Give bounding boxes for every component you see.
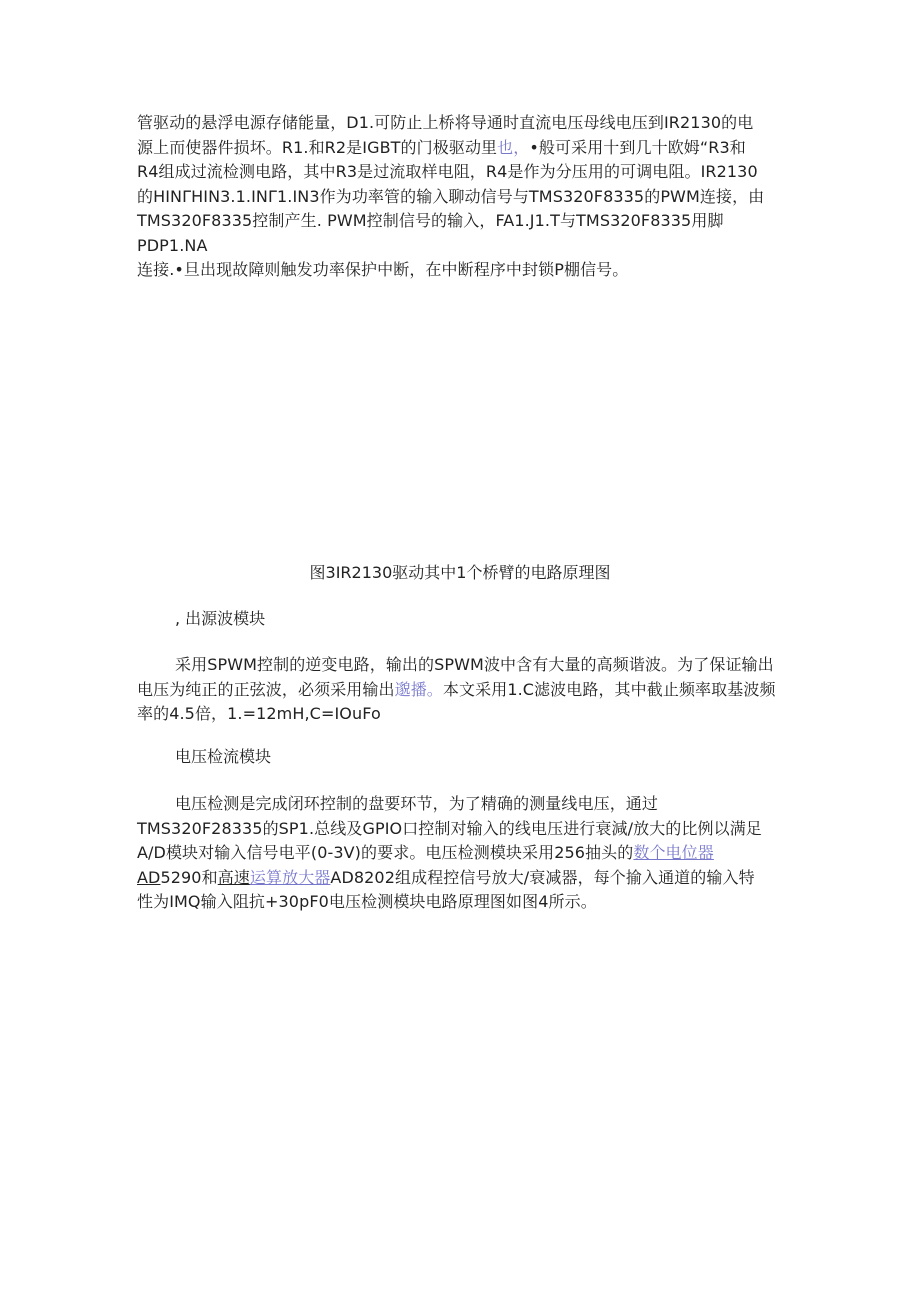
- paragraph-text: 采用SPWM控制的逆变电路，输出的SPWM波中含有大量的高频谐波。为了保证输出电压为纯正的正弦波，必须采用输出: [137, 655, 774, 699]
- op-amp-link[interactable]: 运算放大器: [249, 867, 331, 887]
- highlighted-text: 也，: [497, 137, 530, 157]
- paragraph-line: R4组成过流检测电路，其中R3是过流取样电阻，R4是作为分压用的可调电阻。IR2130: [137, 162, 758, 181]
- figure-caption: 图3IR2130驱动其中1个桥臂的电路原理图: [309, 563, 611, 582]
- paragraph-line: 电压检测是完成闭环控制的盘要环节，为了精确的测量线电压，通过: [175, 794, 659, 813]
- highlighted-text: 邈播。: [394, 679, 443, 699]
- paragraph-line: 管驱动的悬浮电源存储能量，D1.可防止上桥将导通时直流电压母线电压到IR2130的电: [137, 113, 754, 132]
- high-speed-text: 高速: [217, 867, 250, 887]
- paragraph-line: A/D模块对输入信号电平(0-3V)的要求。电压检测模块采用256抽头的: [137, 843, 634, 862]
- ad-prefix-text: AD: [137, 867, 161, 887]
- section-heading-voltage-detection: 电压检流模块: [175, 747, 272, 766]
- figure-placeholder: [137, 265, 787, 550]
- paragraph-line: •般可采用十到几十欧姆“R3和: [529, 137, 746, 157]
- paragraph-line: TMS320F28335的SP1.总线及GPIO口控制对输入的线电压进行衰減/放大的比例以满足: [137, 818, 762, 838]
- paragraph-line: TMS320F8335控制产生. PWM控制信号的输入，FA1.J1.T与TMS320F8335用脚PDP1.NA: [137, 211, 724, 255]
- paragraph-line: AD8202组成程控信号放大/衰减器，每个揄入通道的输入特: [330, 867, 755, 887]
- paragraph-line: 的HINΓHIN3.1.INΓ1.IN3作为功率管的输入聊动信号与TMS320F8335的PWM连接，由: [137, 186, 765, 206]
- paragraph-voltage-detection: [137, 792, 787, 915]
- paragraph-line: 源上而使器件损坏。R1.和R2是IGBT的门极驱动里: [137, 137, 498, 157]
- paragraph-line: 性为IMQ输入阻抗+30pF0电压检测模块电路原理图如图4所示。: [137, 892, 597, 911]
- paragraph-line: 5290和: [160, 867, 218, 887]
- paragraph-text: 本文采用1.C滤波电路，其中截止频率取基波频率的4.5倍，1.=12mH,C=IOuFo: [137, 679, 776, 723]
- paragraph-line: 连接.•旦出现故障则触发功率保护中断，在中断程序中封锁P棚信号。: [137, 260, 629, 279]
- digital-potentiometer-link[interactable]: 数个电位器: [633, 843, 714, 862]
- section-heading-output-filter: , 出源波模块: [175, 609, 266, 628]
- paragraph-ir2130-description: [137, 111, 787, 283]
- paragraph-output-filter: [137, 653, 787, 727]
